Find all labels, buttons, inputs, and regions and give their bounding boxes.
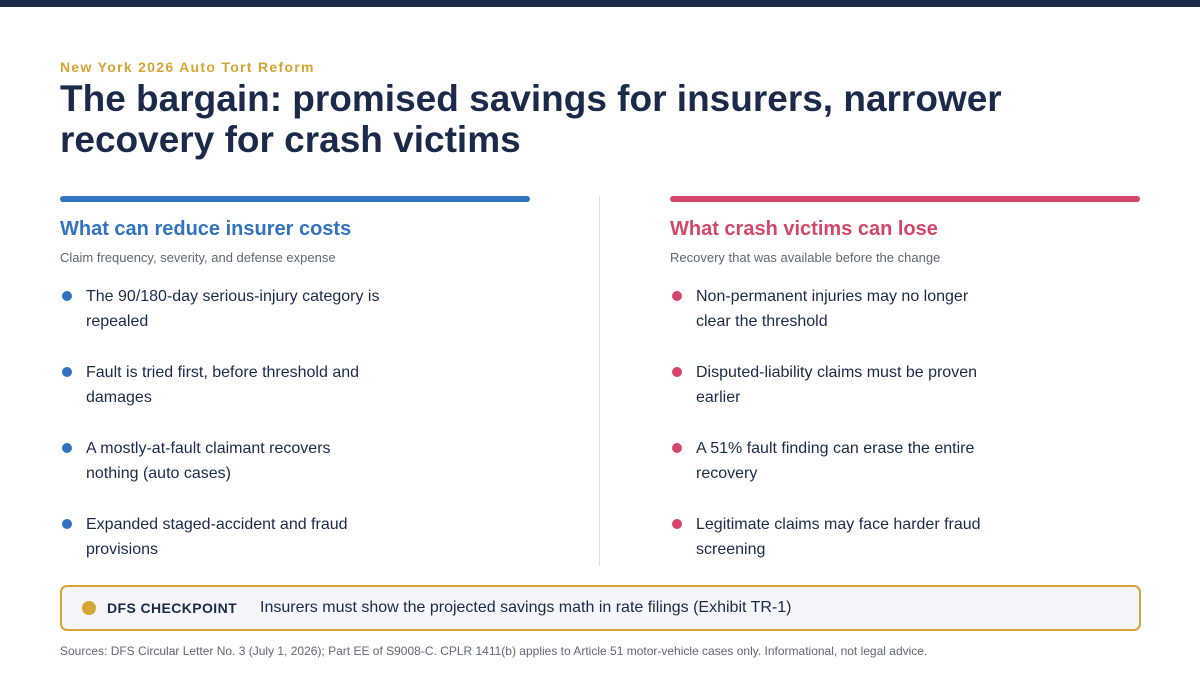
list-item-text: Fault is tried first, before threshold and damages xyxy=(86,364,360,406)
list-item-text: Legitimate claims may face harder fraud screening xyxy=(696,516,981,558)
column-heading: What can reduce insurer costs xyxy=(60,218,352,240)
list-item xyxy=(670,436,1090,496)
list-item-text: Non-permanent injuries may no longer clear the threshold xyxy=(696,288,969,330)
callout-text: Insurers must show the projected savings math in rate filings (Exhibit TR-1) xyxy=(260,599,792,616)
list-item xyxy=(60,284,480,344)
column-accent-rule xyxy=(670,196,1140,202)
list-item-text: Expanded staged-accident and fraud provisions xyxy=(86,516,348,558)
page-title: The bargain: promised savings for insurers, narrower recovery for crash victims xyxy=(60,78,1002,160)
bullet-dot-icon xyxy=(672,367,682,377)
victim-losses-column xyxy=(670,196,1140,558)
list-item xyxy=(60,436,480,496)
list-item xyxy=(60,512,480,572)
column-divider xyxy=(599,196,600,566)
eyebrow-label: New York 2026 Auto Tort Reform xyxy=(60,59,315,75)
list-item xyxy=(670,360,1090,420)
list-item-text: A 51% fault finding can erase the entire recovery xyxy=(696,440,975,482)
bullet-dot-icon xyxy=(62,519,72,529)
callout-dot-icon xyxy=(82,601,96,615)
bullet-dot-icon xyxy=(62,367,72,377)
bullet-dot-icon xyxy=(672,519,682,529)
top-accent-bar xyxy=(0,0,1200,7)
column-heading: What crash victims can lose xyxy=(670,218,938,240)
insurer-savings-column xyxy=(60,196,530,558)
bullet-dot-icon xyxy=(62,291,72,301)
list-item-text: Disputed-liability claims must be proven earlier xyxy=(696,364,977,406)
bullet-dot-icon xyxy=(672,443,682,453)
bullet-dot-icon xyxy=(62,443,72,453)
sources-footnote: Sources: DFS Circular Letter No. 3 (July 1, 2026); Part EE of S9008-C. CPLR 1411(b) applies to Article 51 motor-vehicle cases only. Informational, not legal advice. xyxy=(60,644,928,658)
list-item xyxy=(60,360,480,420)
dfs-checkpoint-callout xyxy=(60,585,1141,631)
column-accent-rule xyxy=(60,196,530,202)
list-item-text: The 90/180-day serious-injury category is repealed xyxy=(86,288,380,330)
list-item xyxy=(670,512,1090,572)
list-item xyxy=(670,284,1090,344)
list-item-text: A mostly-at-fault claimant recovers nothing (auto cases) xyxy=(86,440,331,482)
column-subheading: Recovery that was available before the change xyxy=(670,250,941,265)
bullet-dot-icon xyxy=(672,291,682,301)
callout-label: DFS CHECKPOINT xyxy=(107,600,238,616)
column-subheading: Claim frequency, severity, and defense expense xyxy=(60,250,336,265)
